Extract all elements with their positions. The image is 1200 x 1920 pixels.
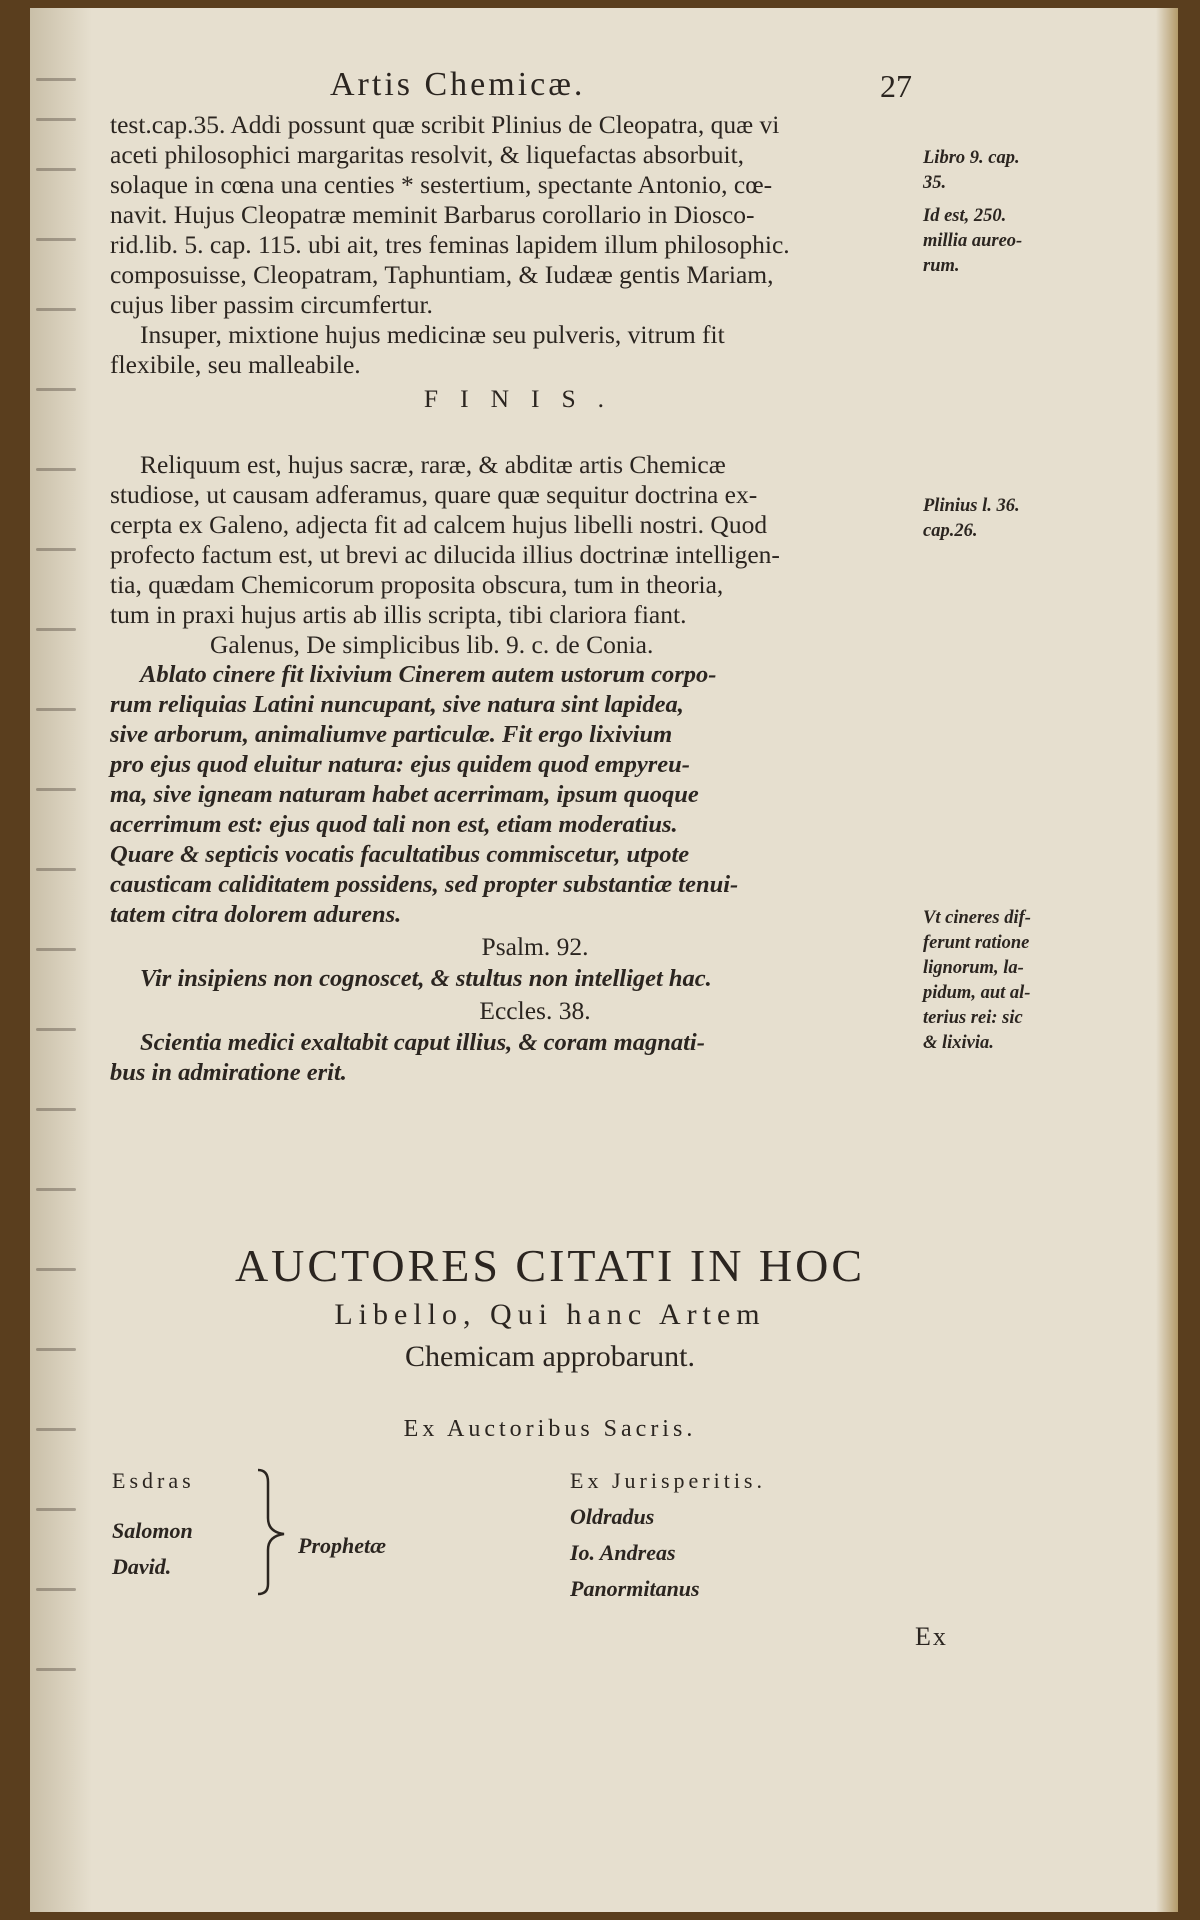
paragraph-reliquum: [110, 450, 960, 630]
ecclesiasticus-reference: Eccles. 38.: [479, 996, 591, 1025]
main-text: [110, 110, 960, 1088]
author-name: David.: [112, 1554, 172, 1579]
quote-line: Quare & septicis vocatis facultatibus commiscetur, utpote: [110, 841, 690, 868]
section-title: [110, 1238, 990, 1378]
margin-note-cineres: Vt cineres dif- ferunt ratione lignorum, la- pidum, aut al- terius rei: sic & lixivia.: [923, 908, 1031, 1053]
author-name: Io. Andreas: [570, 1540, 676, 1565]
sacred-authors-list: [112, 1463, 195, 1585]
author-name: Oldradus: [570, 1504, 655, 1529]
author-name: Panormitanus: [570, 1576, 700, 1601]
running-title: Artis Chemicæ.: [330, 66, 586, 103]
margin-note-plinius: Plinius l. 36. cap.26.: [923, 496, 1020, 541]
page-number: 27: [880, 68, 912, 104]
section-title-line: AUCTORES CITATI IN HOC: [234, 1240, 866, 1291]
quote-line: acerrimum est: ejus quod tali non est, etiam moderatius.: [110, 811, 678, 838]
curly-brace-icon: [254, 1466, 294, 1596]
paragraph-insuper: [110, 320, 960, 380]
text-line: rid.lib. 5. cap. 115. ubi ait, tres feminas lapidem illum philosophic.: [110, 230, 790, 259]
quote-line: bus in admiratione erit.: [110, 1059, 347, 1086]
page-gutter: [30, 8, 92, 1912]
galen-quote: [110, 660, 960, 930]
author-name: Esdras: [112, 1468, 195, 1493]
page-edge: [1156, 8, 1178, 1912]
quote-line: Scientia medici exaltabit caput illius, & coram magnati-: [140, 1029, 705, 1056]
text-line: Reliquum est, hujus sacræ, raræ, & abditæ artis Chemicæ: [140, 450, 726, 479]
section-title-line: Libello, Qui hanc Artem: [334, 1298, 766, 1331]
quote-line: rum reliquias Latini nuncupant, sive natura sint lapidea,: [110, 691, 684, 718]
paragraph-pliny: [110, 110, 960, 320]
quote-line: ma, sive igneam naturam habet acerrimam, ipsum quoque: [110, 781, 699, 808]
text-line: flexibile, seu malleabile.: [110, 350, 361, 379]
catchword: Ex: [915, 1622, 948, 1651]
text-line: navit. Hujus Cleopatræ meminit Barbarus corollario in Diosco-: [110, 200, 755, 229]
text-line: aceti philosophici margaritas resolvit, & liquefactas absorbuit,: [110, 140, 745, 169]
text-line: tia, quædam Chemicorum proposita obscura, tum in theoria,: [110, 570, 724, 599]
text-line: cerpta ex Galeno, adjecta fit ad calcem hujus libelli nostri. Quod: [110, 510, 768, 539]
jurists-heading: Ex Jurisperitis.: [570, 1468, 766, 1493]
prophets-label: Prophetæ: [298, 1533, 386, 1558]
quote-line: causticam caliditatem possidens, sed propter substantiæ tenui-: [110, 871, 739, 898]
finis-heading: FINIS.: [423, 384, 627, 413]
text-line: test.cap.35. Addi possunt quæ scribit Plinius de Cleopatra, quæ vi: [110, 110, 780, 139]
book-page: [30, 8, 1178, 1912]
galen-reference: Galenus, De simplicibus lib. 9. c. de Conia.: [210, 630, 654, 659]
quote-line: pro ejus quod eluitur natura: ejus quidem quod empyreu-: [110, 751, 690, 778]
psalm-quote: Vir insipiens non cognoscet, & stultus non intelliget hac.: [140, 965, 712, 992]
quote-line: Ablato cinere fit lixivium Cinerem autem ustorum corpo-: [140, 661, 717, 688]
text-line: profecto factum est, ut brevi ac dilucida illius doctrinæ intelligen-: [110, 540, 780, 569]
text-line: solaque in cœna una centies * sestertium, spectante Antonio, cœ-: [110, 170, 773, 199]
text-line: tum in praxi hujus artis ab illis scripta, tibi clariora fiant.: [110, 600, 687, 629]
text-line: cujus liber passim circumfertur.: [110, 290, 433, 319]
author-name: Salomon: [112, 1518, 193, 1543]
subheading-sacred: Ex Auctoribus Sacris.: [403, 1416, 697, 1442]
psalm-reference: Psalm. 92.: [481, 932, 589, 961]
margin-note-id-est: Id est, 250. millia aureo- rum.: [923, 206, 1023, 276]
section-title-line: Chemicam approbarunt.: [405, 1340, 695, 1373]
text-line: Insuper, mixtione hujus medicinæ seu pulveris, vitrum fit: [140, 320, 725, 349]
quote-line: tatem citra dolorem adurens.: [110, 901, 402, 928]
quote-line: sive arborum, animaliumve particulæ. Fit ergo lixivium: [110, 721, 673, 748]
margin-note-libro: Libro 9. cap. 35.: [923, 148, 1020, 193]
text-line: composuisse, Cleopatram, Taphuntiam, & Iudææ gentis Mariam,: [110, 260, 774, 289]
text-line: studiose, ut causam adferamus, quare quæ sequitur doctrina ex-: [110, 480, 758, 509]
ecclesiasticus-quote: [110, 1028, 960, 1088]
jurists-list: [570, 1463, 766, 1607]
